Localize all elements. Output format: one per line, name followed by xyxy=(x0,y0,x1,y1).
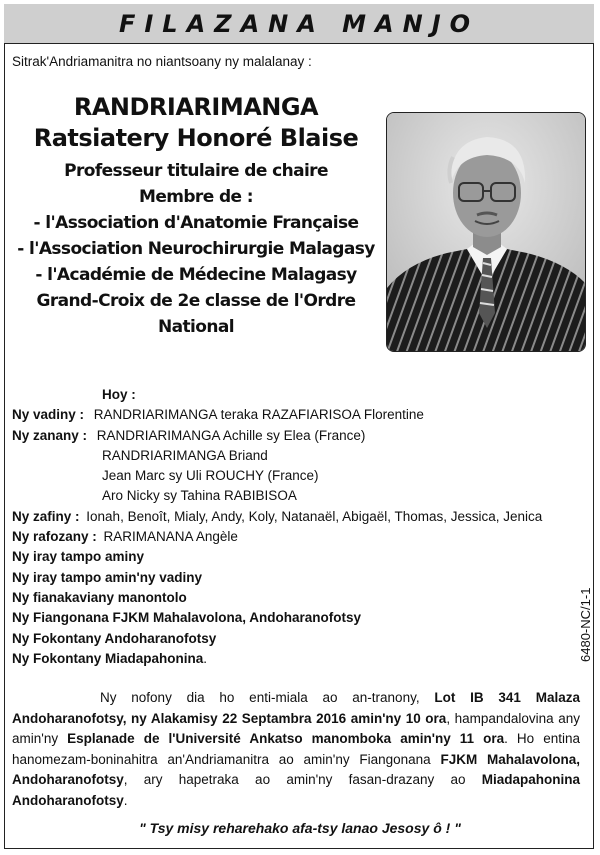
list-item: Ny Fokontany Andoharanofotsy xyxy=(12,630,217,646)
zanaka-label: Ny zanany : xyxy=(12,427,88,443)
title-line: Membre de : xyxy=(139,187,253,207)
zanaka-value: RANDRIARIMANGA Achille sy Elea (France) xyxy=(96,427,366,443)
list-item xyxy=(12,426,582,446)
intro-text: Sitrak'Andriamanitra no niantsoany ny malalanay : xyxy=(12,54,312,69)
title-line: Grand-Croix de 2e classe de l'Ordre xyxy=(36,291,356,311)
vady-value: RANDRIARIMANGA teraka RAZAFIARISOA Florentine xyxy=(93,407,424,423)
zanaka-value: Aro Nicky sy Tahina RABIBISOA xyxy=(102,488,297,504)
list-item: Ny iray tampo aminy xyxy=(12,549,145,565)
notice-header xyxy=(4,4,594,44)
rafozana-value: RARIMANANA Angèle xyxy=(103,529,238,545)
reference-code: 6480-NC/1-1 xyxy=(578,587,593,662)
portrait-icon xyxy=(387,113,586,352)
notice-title: FILAZANA MANJO xyxy=(118,9,480,38)
announcement-text: . Ho entina hanomezam-boninahitra an'Andriamanitra ao amin'ny Fiangonana xyxy=(12,731,580,767)
announcement-church: FJKM Mahalavolona, Andoharanofotsy xyxy=(12,751,580,787)
list-item: Ny Fiangonana FJKM Mahalavolona, Andoharanofotsy xyxy=(12,610,362,626)
closing-quote: " Tsy misy reharehako afa-tsy lanao Jesosy ô ! " xyxy=(139,820,461,836)
title-line: National xyxy=(158,317,234,337)
hoy-label: Hoy : xyxy=(102,387,136,402)
rafozana-label: Ny rafozany : xyxy=(12,529,97,545)
announcement-paragraph xyxy=(12,688,580,811)
announcement-tomb: Miadapahonina Andoharanofotsy xyxy=(12,772,580,808)
list-item xyxy=(12,507,582,527)
family-list xyxy=(12,385,582,669)
final-period: . xyxy=(203,650,208,666)
deceased-first-names: Ratsiatery Honoré Blaise xyxy=(33,124,359,152)
zanaka-value: RANDRIARIMANGA Briand xyxy=(102,447,268,463)
zanaka-value: Jean Marc sy Uli ROUCHY (France) xyxy=(102,468,319,484)
title-line: - l'Association d'Anatomie Française xyxy=(33,213,359,233)
announcement-text: , hampandalovina any amin'ny xyxy=(12,710,581,746)
deceased-block xyxy=(10,92,382,340)
title-line: Professeur titulaire de chaire xyxy=(64,161,328,181)
title-line: - l'Association Neurochirurgie Malagasy xyxy=(17,239,375,259)
zafy-label: Ny zafiny : xyxy=(12,508,80,524)
announcement-text: , ary hapetraka ao amin'ny fasan-drazany ao xyxy=(123,772,482,787)
zafy-value: Ionah, Benoît, Mialy, Andy, Koly, Natanaël, Abigaël, Thomas, Jessica, Jenica xyxy=(86,508,543,524)
list-item: Ny fianakaviany manontolo xyxy=(12,589,187,605)
deceased-titles xyxy=(10,158,382,340)
portrait-photo xyxy=(386,112,586,352)
vady-label: Ny vadiny : xyxy=(12,407,85,423)
announcement-text: Ny nofony dia ho enti-miala ao an-tranony, xyxy=(100,690,435,705)
announcement-text: . xyxy=(123,792,128,808)
list-item xyxy=(12,405,582,425)
announcement-venue: Esplanade de l'Université Ankatso manomboka amin'ny 11 ora xyxy=(67,731,505,746)
list-item: Ny Fokontany Miadapahonina xyxy=(12,650,204,666)
deceased-surname: RANDRIARIMANGA xyxy=(73,93,319,121)
list-item xyxy=(12,527,582,547)
title-line: - l'Académie de Médecine Malagasy xyxy=(35,265,357,285)
announcement-location: Lot IB 341 Malaza Andoharanofotsy, ny Alakamisy 22 Septambra 2016 amin'ny 10 ora xyxy=(12,690,580,726)
list-item: Ny iray tampo amin'ny vadiny xyxy=(12,569,203,585)
